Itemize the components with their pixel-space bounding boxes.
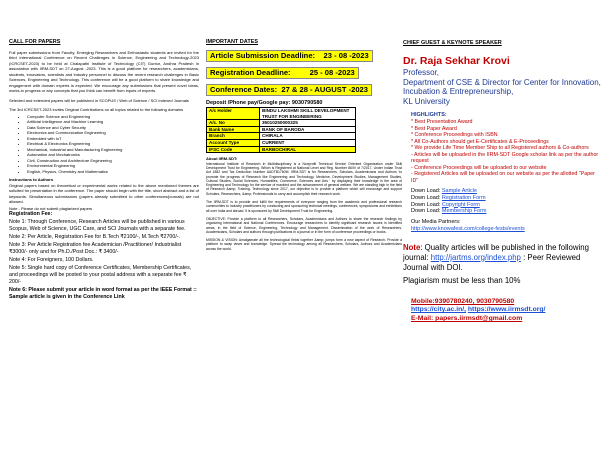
journal-text: : Peer Reviewed Journal with DOI.: [403, 252, 581, 272]
table-row: [207, 120, 356, 127]
topic-item: • Electronics and Communication Engineering: [27, 130, 199, 136]
topic-item: • Data Science and Cyber Security: [27, 125, 199, 131]
media-partner-link[interactable]: http://www.knowafest.com/college-fests/events: [411, 225, 525, 232]
note-label: Note: [403, 242, 421, 252]
membership-form-link[interactable]: Membership Form: [441, 208, 487, 215]
download-label: Down Load:: [411, 194, 441, 201]
note-text: : Quality articles will be published in the following journal:: [403, 242, 589, 262]
topic-item: • Artificial Intelligence and Machine Learning: [27, 119, 199, 125]
conference-dates-label: Conference Dates:: [210, 84, 278, 94]
table-row: [207, 139, 356, 146]
speaker-block: [403, 55, 603, 106]
instructions-title: Instructions to Authors: [9, 177, 54, 182]
account-key: IFSC Code: [207, 146, 260, 153]
highlight-item: * Best Paper Award: [411, 125, 457, 132]
registration-deadline-value: 25 - 08 -2023: [309, 67, 355, 77]
topic-item: • Electrical & Electronics Engineering: [27, 141, 199, 147]
account-value: BARBOCHIRAL: [260, 146, 356, 153]
topic-item: • Embedded with IoT: [27, 136, 199, 142]
plagiarism-limit: Plagiarism must be less than 10%: [403, 275, 521, 285]
journal-link[interactable]: http://jartms.org/index.php: [430, 252, 521, 262]
city-site-link[interactable]: https://city.ac.in/,: [411, 306, 467, 314]
speaker-center: Incubation & Entrepreneurship,: [403, 87, 514, 96]
highlight-item: - Conference Proceedings will be uploaded to our website: [411, 164, 547, 171]
submission-deadline-value: 23 - 08 -2023: [323, 50, 369, 60]
download-row: [411, 208, 603, 215]
account-key: A/c. No: [207, 120, 260, 127]
highlight-item: * All Co-Authors should get E-Certificates & E-Proceedings: [411, 138, 549, 145]
table-row: [207, 108, 356, 120]
fee-note-1: Note 1: Through Conference, Research Articles will be published in various Scopus, Web of Science, UGC Care, and SCI Journals with a separate fee.: [9, 219, 186, 232]
copyright-form-link[interactable]: Copyright Form: [441, 201, 480, 208]
submission-deadline-label: Article Submission Deadline:: [210, 50, 316, 60]
fee-note-4: Note 4: For Foreigners, 100 Dollars.: [9, 257, 94, 263]
important-dates-column: [206, 40, 402, 255]
instructions-paragraph: Original papers based on theoretical or experimental works related to the above mentioned themes are solicited for presentation in the conference. The paper should begin with the title, short abstract and a list of keywords. Simultaneous submissions (papers already submitted to other conferences/journals) are not allowed.: [9, 182, 199, 204]
keynote-header: CHIEF GUEST & KEYNOTE SPEAKER: [403, 40, 502, 46]
download-row: [411, 195, 603, 202]
account-value: 35010250000325: [260, 120, 356, 127]
journal-note: [403, 243, 603, 273]
fee-note-6: Note 6: Please submit your article in word format as per the IEEE Format :: Sample article is given in the Conference Link: [9, 287, 197, 300]
registration-deadline-label: Registration Deadline:: [210, 67, 291, 77]
registration-fee-title: Registration Fee:: [9, 211, 53, 217]
highlights-title: HIGHLIGHTS:: [411, 112, 447, 118]
account-key: Account Type: [207, 139, 260, 146]
speaker-name: Dr. Raja Sekhar Krovi: [403, 55, 510, 67]
topic-item: • Civil, Construction and Architecture Engineering: [27, 158, 199, 164]
iirmsdt-site-link[interactable]: https://www.iirmsdt.org/: [467, 306, 546, 314]
download-label: Down Load:: [411, 201, 441, 208]
topic-item: • English, Physics, Chemistry and Mathematics: [27, 169, 199, 175]
contact-email[interactable]: E-Mail: papers.iirmsdt@gmail.com: [411, 314, 523, 322]
topic-item: • Computer Science and Engineering: [27, 114, 199, 120]
topics-list: [9, 114, 199, 175]
account-value: CHIRALA: [260, 133, 356, 140]
account-value: BINDU LAKSHMI SKILL DEVELOPMENT TRUST FOR ENGINEERING: [260, 108, 356, 120]
submission-deadline: [206, 50, 402, 62]
highlight-item: - Articles will be uploaded in the IIRM-SDT Google scholar link as per the author request: [411, 151, 599, 164]
topic-item: • Mechanical, Industrial and Manufacturing Engineering: [27, 147, 199, 153]
account-value: CURRENT: [260, 139, 356, 146]
table-row: [207, 146, 356, 153]
objective-paragraph: OBJECTIVE: Provide a platform to all Researchers, Scholars, Academicians and Authors to share the research findings by organizing International and National Conferences. Encourage researchers to identify significant research issues in identified areas, in the field of Science, Engineering, Technology and Management. Dissemination of the work of Researchers, Academicians, Scholars and authors through publications in a journal or in the form of conference proceedings or books.: [206, 216, 402, 234]
registration-deadline: [206, 67, 402, 79]
highlight-item: * We provide Life Time Member Ship to all Registered authors & Co-authors: [411, 145, 589, 151]
contact-mobile: Mobile:9390780240, 9030790580: [411, 297, 515, 305]
account-key: Branch: [207, 133, 260, 140]
media-partners-label: Our Media Partners:: [411, 219, 461, 226]
conference-dates: [206, 84, 402, 96]
topic-item: • Environmental Engineering: [27, 163, 199, 169]
download-row: [411, 202, 603, 209]
table-row: [207, 126, 356, 133]
plagiarism-note: Note - Please do not submit plagiarized papers: [9, 205, 93, 211]
keynote-column: [403, 40, 603, 324]
download-label: Down Load:: [411, 188, 441, 194]
important-dates-header: IMPORTANT DATES: [206, 39, 259, 45]
account-value: BANK OF BARODA: [260, 126, 356, 133]
topic-item: • Automation and Mechatronics: [27, 152, 199, 158]
download-label: Down Load:: [411, 208, 441, 215]
about-paragraph: International Institute of Research in Multidisciplinary is a Nonprofit Technical Service Oriented Organization under Skill Development Trust for Engineering. Which is Registered at National Level and Reg. Number 86/IV of 7/2017, Under Indian Trust Act 1882 and Tax Deduction Number AADTB1760M. IIRM-SDT is for Researchers, Scholars, Academicians and Authors 'to promote the progress of Research like Engineering and Technology, Medicine, Development Studies, Management Studies, Cultural Studies, Social Sciences, Humanities, Commerce, Sciences and Arts ' by displaying their knowledge in the area of Engineering and Technology for the service of mankind and the advancement of general welfare. We are standing high in the field of Research &amp; Training. Technology since 2017, our objective is to provide a platform which will encourage and support Scholars, Researchers, &amp; Professionals to carry and accomplish their research work.: [206, 161, 402, 196]
table-row: [207, 133, 356, 140]
topics-intro: The 3rd ICRCSET-2023 invites Original Contributions on all topics related to the following domains: [9, 107, 184, 112]
call-for-papers-header: CALL FOR PAPERS: [9, 39, 61, 45]
call-for-papers-column: [9, 40, 199, 302]
speaker-university: KL University: [403, 96, 450, 106]
account-key: Bank Name: [207, 126, 260, 133]
highlight-item: - Registered Articles will be uploaded on our website as per the allotted "Paper ID": [411, 171, 595, 184]
account-key: A/c Holder: [207, 108, 260, 120]
about-title: About IIRM-SDT:: [206, 156, 238, 162]
fee-note-2: Note 2: Per Article, Registration Fee for B.Tech ₹2100/-, M.Tech ₹2700/-.: [9, 234, 181, 240]
about-paragraph-2: The IIRM-SDT is to provide and fulfill the requirements of everyone ranging from the academic and professional research communities to industry practitioners by conducting and sponsoring technical meetings, conferences, symposiums and exhibitions all over India and abroad. It is sponsored by Skill Development Trust for Engineering.: [206, 200, 402, 213]
highlight-item: * Best Presentation Award: [411, 119, 473, 125]
sample-article-link[interactable]: Sample Article: [441, 188, 478, 194]
highlight-item: * Conference Proceedings with ISBN: [411, 132, 498, 138]
speaker-designation: Professor,: [403, 68, 440, 77]
deposit-title: Deposit /Phone pay/Google pay: 9030790580: [206, 99, 323, 106]
contact-sites: [411, 306, 603, 315]
fee-note-3: Note 3: Per Article Registration fee Academician /Practitioner/ Industrialist ₹3000/- only and for Ph.D./Post Doc.: ₹ 3400/-: [9, 242, 182, 255]
conference-dates-value: 27 & 28 - AUGUST -2023: [281, 84, 369, 94]
registration-form-link[interactable]: Registration Form: [441, 194, 486, 201]
intro-paragraph: Full paper submissions from Faculty, Emerging Researchers and Enthusiastic students are invited for the third International Conference on Recent Challenges in Science, Engineering and Technology-2023 (ICRCSET-2023) to be held at Chalapathi Institute of Technology (CIT) Guntur, Andhra Pradesh in association with IIRM-SDT on 27-August -2023. This is a good platform for researchers, academicians, students, innovators, scientists and industry personnel to discuss the recent research challenges in Basic Sciences, Engineering and Technology. This conference will be a good platform to share knowledge and engagement with domain experts is expected. We encourage any submissions that present novel ideas, works-in progress or any concepts that you think can benefit from inputs of experts.: [9, 49, 199, 93]
bank-account-table: [206, 107, 356, 153]
selected-papers-note: Selected and extended papers will be published in SCOPUS / Web of Science / SCI Indexed Journals: [9, 97, 189, 103]
speaker-department: Department of CSE & Director for Center for Innovation,: [403, 77, 601, 87]
mission-paragraph: MISSION & VISION: Amalgamate all the technological fields together &amp; jumps form a new aspect of Research. Provide a platform to swap views and knowledge. Spread the technology among all Researchers, Scholars, Authors and Academicians across the world.: [206, 238, 402, 251]
fee-note-5: Note 5: Single hard copy of Conference Certificates, Membership Certificates, and proceedings will be posted to your postal address with a separate fee ₹ 200/-: [9, 265, 192, 285]
download-row: [411, 188, 603, 195]
contact-block: [403, 298, 603, 324]
